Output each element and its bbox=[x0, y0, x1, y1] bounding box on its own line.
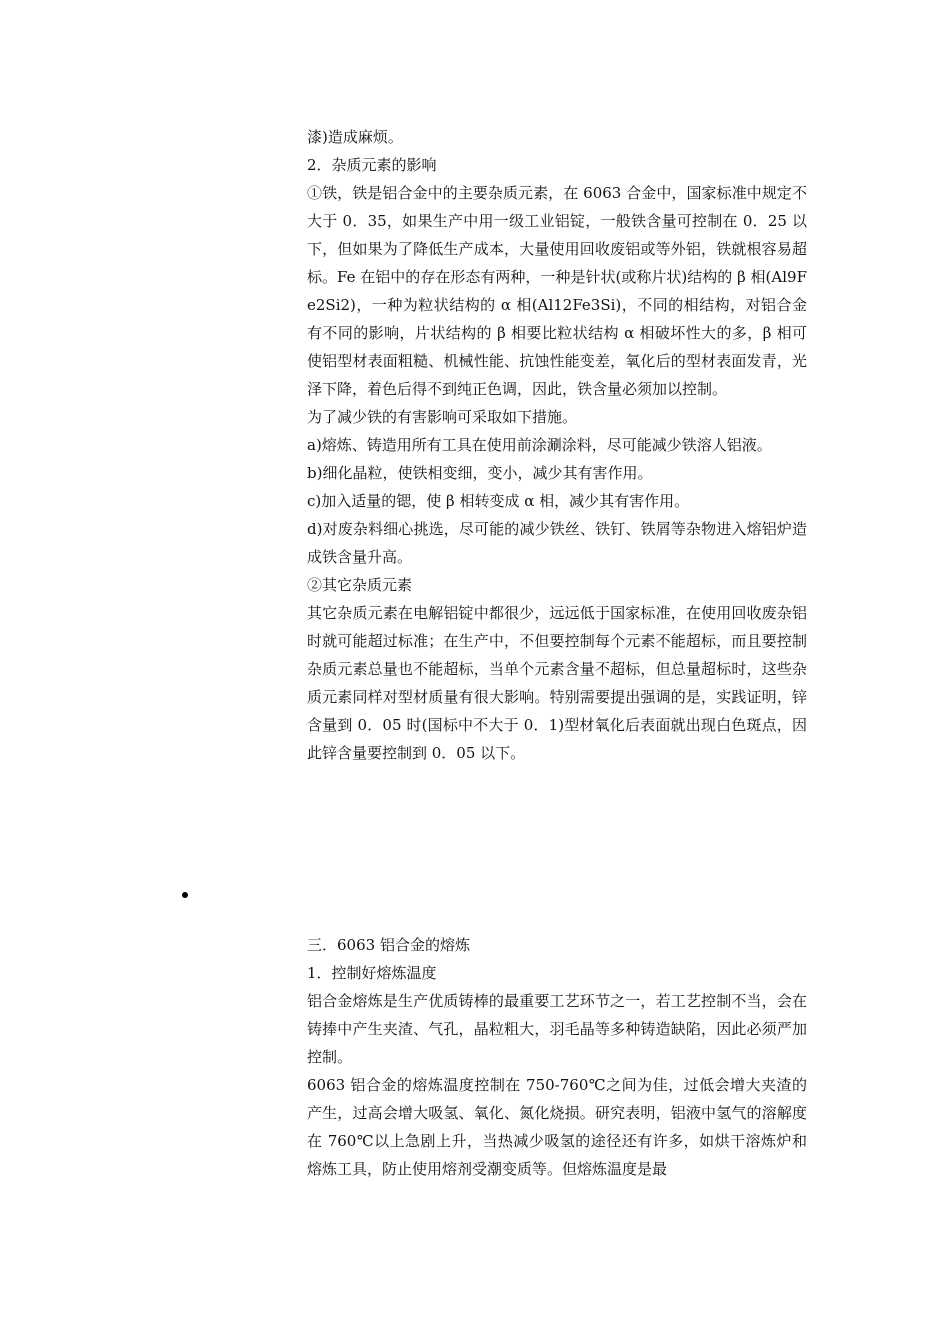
text-section-impurity-effects bbox=[307, 123, 807, 767]
paragraph-other-impurities: 其它杂质元素在电解铝锭中都很少，远远低于国家标准，在使用回收废杂铝时就可能超过标准；在生产中，不但要控制每个元素不能超标，而且要控制杂质元素总量也不能超标，当单个元素含量不超标，但总量超标时，这些杂质元素同样对型材质量有很大影响。特别需要提出强调的是，实践证明，锌含量到 0．05 时(国标中不大于 0．1)型材氧化后表面就出现白色斑点，因此锌含量要控制到 0．05 以下。 bbox=[307, 604, 807, 762]
paragraph-smelting-temperature: 6063 铝合金的熔炼温度控制在 750-760℃之间为佳，过低会增大夹渣的产生，过高会增大吸氢、氧化、氮化烧损。研究表明，铝液中氢气的溶解度在 760℃以上急剧上升，当热减少吸氢的途径还有许多，如烘干溶炼炉和熔炼工具，防止使用熔剂受潮变质等。但熔炼温度是最 bbox=[307, 1076, 807, 1178]
text-section-smelting bbox=[307, 931, 807, 1183]
list-item-c: c)加入适量的锶，使 β 相转变成 α 相，减少其有害作用。 bbox=[307, 492, 690, 510]
heading-other-impurities: ②其它杂质元素 bbox=[307, 576, 413, 594]
paragraph-iron: ①铁，铁是铝合金中的主要杂质元素，在 6063 合金中，国家标准中规定不大于 0．35，如果生产中用一级工业铝锭，一般铁含量可控制在 0．25 以下，但如果为了降低生产成本，大量使用回收废铝或等外铝，铁就根容易超标。Fe 在铝中的存在形态有两种，一种是针状(或称片状)结构的 β 相(Al9Fe2Si2)，一种为粒状结构的 α 相(Al12Fe3Si)，不同的相结构，对铝合金有不同的影响，片状结构的 β 相要比粒状结构 α 相破坏性大的多，β 相可使铝型材表面粗糙、机械性能、抗蚀性能变差，氧化后的型材表面发青，光泽下降，着色后得不到纯正色调，因此，铁含量必须加以控制。 bbox=[307, 184, 807, 398]
heading-impurity-elements: 2．杂质元素的影响 bbox=[307, 156, 437, 174]
paragraph-smelting-importance: 铝合金熔炼是生产优质铸棒的最重要工艺环节之一，若工艺控制不当，会在铸捧中产生夹渣、气孔，晶粒粗大，羽毛晶等多种铸造缺陷，因此必须严加控制。 bbox=[307, 992, 807, 1066]
heading-control-temperature: 1．控制好熔炼温度 bbox=[307, 964, 437, 982]
list-item-b: b)细化晶粒，使铁相变细，变小，减少其有害作用。 bbox=[307, 464, 653, 482]
bullet-dot bbox=[182, 892, 188, 898]
paragraph-continuation: 漆)造成麻烦。 bbox=[307, 128, 403, 146]
list-item-d: d)对废杂料细心挑选，尽可能的减少铁丝、铁钉、铁屑等杂物进入熔铝炉造成铁含量升高。 bbox=[307, 520, 807, 566]
heading-smelting: 三．6063 铝合金的熔炼 bbox=[307, 936, 470, 954]
list-item-a: a)熔炼、铸造用所有工具在使用前涂涮涂料，尽可能减少铁溶人铝液。 bbox=[307, 436, 772, 454]
paragraph-measures-intro: 为了减少铁的有害影响可采取如下措施。 bbox=[307, 408, 578, 426]
